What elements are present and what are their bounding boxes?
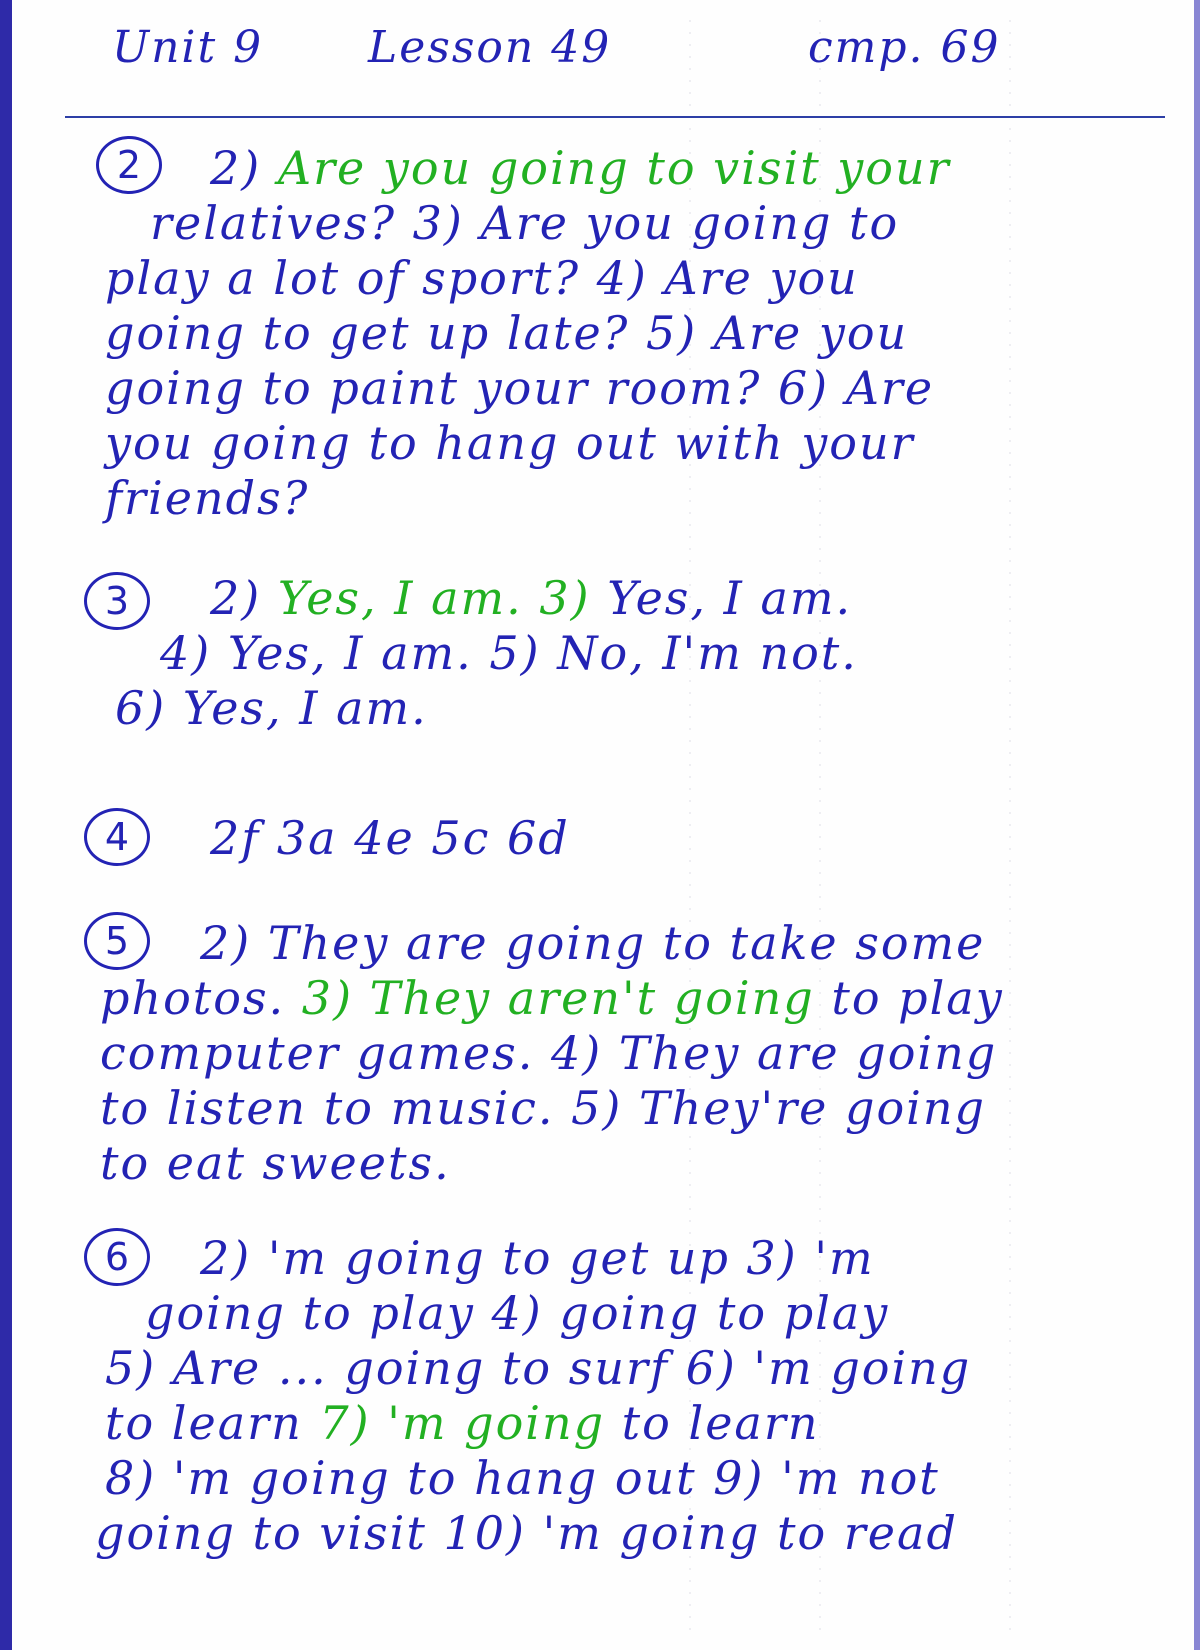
header-page-number: стр. 69 <box>808 22 1001 73</box>
answer-line <box>100 1135 451 1191</box>
answer-line <box>105 305 908 361</box>
header-lesson: Lesson 49 <box>368 22 612 73</box>
answer-text: to learn <box>605 1396 820 1450</box>
answer-line <box>105 415 915 471</box>
answer-text: photos. <box>100 971 302 1025</box>
answer-text: 2) They are going to take some <box>200 916 986 970</box>
answer-line <box>210 140 951 196</box>
answer-line <box>150 195 899 251</box>
answer-text: 6) Yes, I am. <box>115 681 428 735</box>
answer-line <box>105 250 859 306</box>
answer-line <box>210 810 570 866</box>
answer-line <box>160 625 858 681</box>
answer-text-green: Yes, I am. 3) <box>277 571 591 625</box>
exercise-number: 4 <box>104 815 130 859</box>
answer-text: relatives? 3) Are you going to <box>150 196 900 250</box>
answer-text: computer games. 4) They are going <box>100 1026 998 1080</box>
answer-line <box>200 915 985 971</box>
answer-text: 8) 'm going to hang out 9) 'm not <box>105 1451 940 1505</box>
answer-line <box>100 1080 986 1136</box>
answer-line <box>200 1230 875 1286</box>
exercise-number-circle <box>84 912 150 970</box>
answer-text-green: 7) 'm going <box>319 1396 606 1450</box>
answer-line <box>145 1285 889 1341</box>
answer-text: going to paint your room? 6) Are <box>105 361 935 415</box>
header-rule <box>65 116 1165 118</box>
answer-text: going to visit 10) 'm going to read <box>95 1506 958 1560</box>
exercise-number: 5 <box>104 919 130 963</box>
answer-text-green: Are you going to visit your <box>277 141 951 195</box>
answer-line <box>95 1505 958 1561</box>
exercise-number: 6 <box>104 1235 130 1279</box>
exercise-number: 3 <box>104 579 130 623</box>
answer-line <box>105 1395 819 1451</box>
answer-text: to eat sweets. <box>100 1136 451 1190</box>
answer-text: 2) <box>210 141 278 195</box>
answer-text: Yes, I am. <box>590 571 853 625</box>
answer-line <box>105 360 934 416</box>
answer-text-green: 3) They aren't going <box>301 971 815 1025</box>
answer-text: 4) Yes, I am. 5) No, I'm not. <box>160 626 858 680</box>
exercise-number: 2 <box>116 143 142 187</box>
answer-text: 2f 3a 4e 5c 6d <box>210 811 570 865</box>
answer-text: to play <box>814 971 1004 1025</box>
answer-text: 2) 'm going to get up 3) 'm <box>200 1231 875 1285</box>
answer-line <box>105 470 309 526</box>
exercise-number-circle <box>96 136 162 194</box>
exercise-number-circle <box>84 808 150 866</box>
exercise-number-circle <box>84 1228 150 1286</box>
answer-line <box>115 680 428 736</box>
answer-line <box>100 1025 997 1081</box>
answer-line <box>105 1450 940 1506</box>
answer-text: going to get up late? 5) Are you <box>105 306 909 360</box>
header-unit: Unit 9 <box>112 22 264 73</box>
answer-text: going to play 4) going to play <box>145 1286 890 1340</box>
answer-line <box>210 570 852 626</box>
answer-text: 5) Are ... going to surf 6) 'm going <box>105 1341 972 1395</box>
answer-text: play a lot of sport? 4) Are you <box>105 251 859 305</box>
answer-text: 2) <box>210 571 278 625</box>
answer-text: to learn <box>105 1396 320 1450</box>
exercise-number-circle <box>84 572 150 630</box>
answer-line <box>100 970 1004 1026</box>
answer-text: you going to hang out with your <box>105 416 915 470</box>
answer-text: friends? <box>105 471 310 525</box>
answer-line <box>105 1340 971 1396</box>
answer-text: to listen to music. 5) They're going <box>100 1081 986 1135</box>
